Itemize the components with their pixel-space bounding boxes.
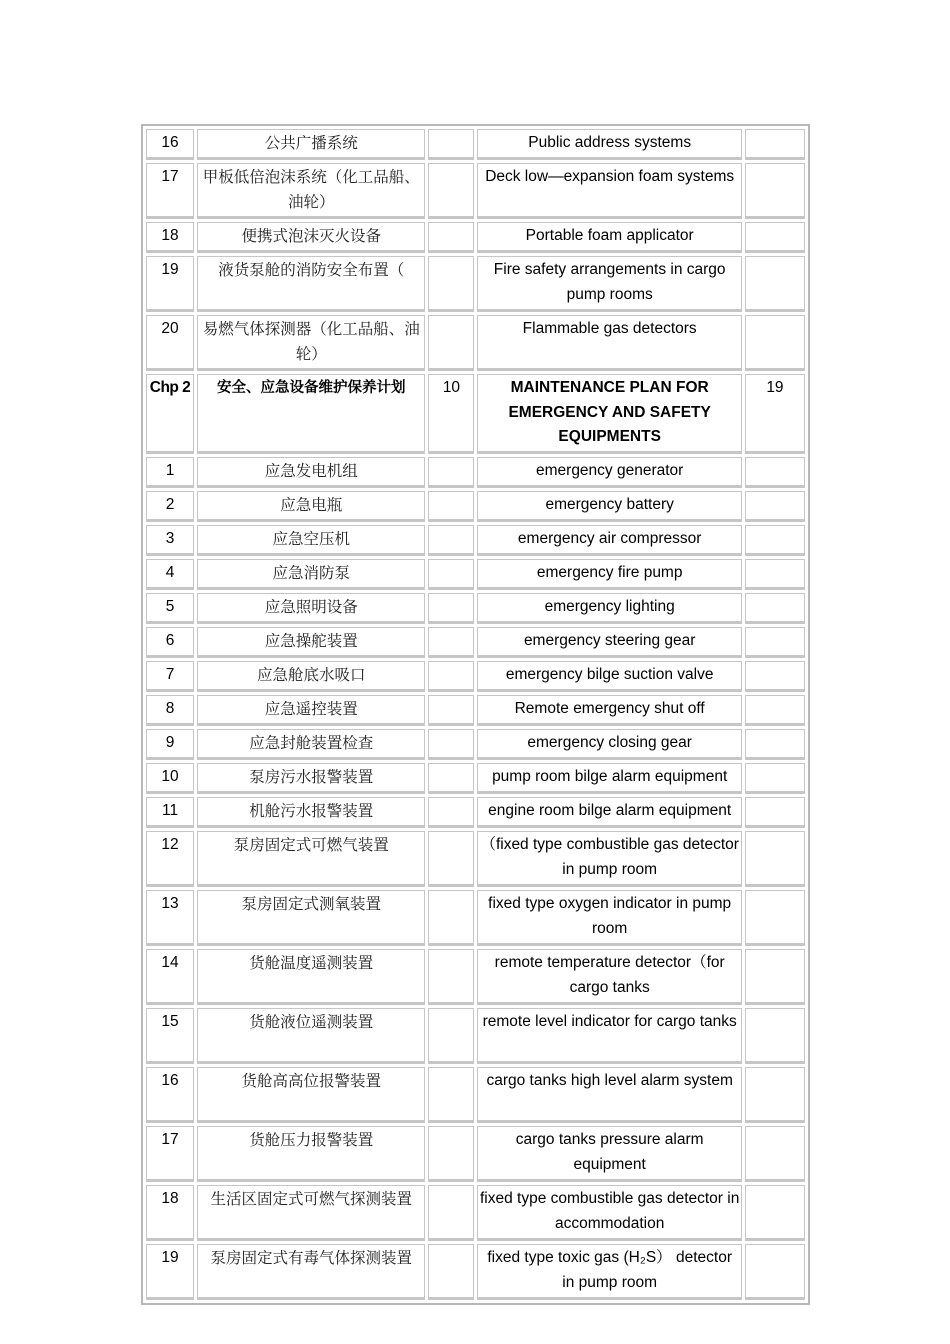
english-title-cell: remote temperature detector（for cargo tanks [477, 949, 741, 1005]
english-title-cell: cargo tanks pressure alarm equipment [477, 1126, 741, 1182]
table-row [146, 559, 805, 590]
chinese-title-cell: 应急发电机组 [197, 457, 425, 488]
english-title-cell: fixed type toxic gas (H₂S） detector in pump room [477, 1244, 741, 1300]
table-row [146, 797, 805, 828]
chinese-page-cell [428, 661, 474, 692]
item-number-cell: 18 [146, 222, 194, 253]
item-number-cell: 10 [146, 763, 194, 794]
chinese-title-cell: 液货泵舱的消防安全布置（ [197, 256, 425, 312]
english-title-cell: remote level indicator for cargo tanks [477, 1008, 741, 1064]
english-title-cell: Public address systems [477, 129, 741, 160]
english-title-cell: emergency steering gear [477, 627, 741, 658]
chinese-title-cell: 应急遥控装置 [197, 695, 425, 726]
english-page-cell [745, 949, 805, 1005]
english-title-cell: emergency closing gear [477, 729, 741, 760]
english-title-cell: emergency generator [477, 457, 741, 488]
chinese-page-cell [428, 315, 474, 371]
table-row [146, 763, 805, 794]
table-row [146, 222, 805, 253]
english-title-cell: fixed type combustible gas detector in accommodation [477, 1185, 741, 1241]
chinese-title-cell: 应急封舱装置检查 [197, 729, 425, 760]
chinese-page-cell [428, 695, 474, 726]
chinese-title-cell: 生活区固定式可燃气探测装置 [197, 1185, 425, 1241]
english-page-cell [745, 1185, 805, 1241]
chinese-title-cell: 货舱液位遥测装置 [197, 1008, 425, 1064]
table-row [146, 525, 805, 556]
item-number-cell: 1 [146, 457, 194, 488]
chapter-row [146, 374, 805, 454]
english-title-cell: （fixed type combustible gas detector in pump room [477, 831, 741, 887]
item-number-cell: 7 [146, 661, 194, 692]
table-row [146, 695, 805, 726]
item-number-cell: 3 [146, 525, 194, 556]
table-row [146, 627, 805, 658]
chinese-title-cell: 货舱温度遥测装置 [197, 949, 425, 1005]
english-page-cell [745, 222, 805, 253]
chinese-page-cell [428, 163, 474, 219]
english-title-cell: fixed type oxygen indicator in pump room [477, 890, 741, 946]
item-number-cell: 13 [146, 890, 194, 946]
english-page-cell [745, 890, 805, 946]
english-title-cell: emergency battery [477, 491, 741, 522]
chinese-page-cell [428, 831, 474, 887]
chinese-title-cell: 易燃气体探测器（化工品船、油轮） [197, 315, 425, 371]
table-row [146, 1185, 805, 1241]
english-title-cell: pump room bilge alarm equipment [477, 763, 741, 794]
item-number-cell: 17 [146, 1126, 194, 1182]
english-title-cell: engine room bilge alarm equipment [477, 797, 741, 828]
table-row [146, 1067, 805, 1123]
chinese-title-cell: 应急空压机 [197, 525, 425, 556]
english-page-cell [745, 627, 805, 658]
english-page-cell [745, 163, 805, 219]
english-page-cell [745, 1008, 805, 1064]
item-number-cell: 18 [146, 1185, 194, 1241]
chinese-page-cell [428, 1126, 474, 1182]
item-number-cell: 8 [146, 695, 194, 726]
item-number-cell: 19 [146, 256, 194, 312]
english-page-cell [745, 457, 805, 488]
chinese-title-cell: 泵房固定式测氧装置 [197, 890, 425, 946]
english-page-cell [745, 315, 805, 371]
chinese-title-cell: 货舱压力报警装置 [197, 1126, 425, 1182]
chinese-title-cell: 机舱污水报警装置 [197, 797, 425, 828]
item-number-cell: 16 [146, 1067, 194, 1123]
item-number-cell: 15 [146, 1008, 194, 1064]
english-page-cell [745, 1067, 805, 1123]
english-page-cell [745, 729, 805, 760]
chinese-page-cell [428, 457, 474, 488]
english-page-cell [745, 763, 805, 794]
equipment-table [141, 124, 810, 1305]
chinese-page-cell [428, 949, 474, 1005]
chinese-title-cell: 应急电瓶 [197, 491, 425, 522]
table-row [146, 661, 805, 692]
english-title-cell: Portable foam applicator [477, 222, 741, 253]
chinese-page-cell [428, 559, 474, 590]
english-title-cell: emergency air compressor [477, 525, 741, 556]
english-title-cell: emergency bilge suction valve [477, 661, 741, 692]
table-row [146, 457, 805, 488]
table-body [146, 129, 805, 1300]
english-title-cell: Flammable gas detectors [477, 315, 741, 371]
table-row [146, 729, 805, 760]
table-row [146, 315, 805, 371]
english-title-cell: emergency fire pump [477, 559, 741, 590]
item-number-cell: 5 [146, 593, 194, 624]
chinese-title-cell: 便携式泡沫灭火设备 [197, 222, 425, 253]
chinese-page-cell [428, 797, 474, 828]
chinese-page-cell [428, 763, 474, 794]
chinese-title-cell: 应急舱底水吸口 [197, 661, 425, 692]
chinese-title-cell: 应急消防泵 [197, 559, 425, 590]
english-page-cell [745, 129, 805, 160]
english-title-cell: Deck low—expansion foam systems [477, 163, 741, 219]
chinese-page-cell: 10 [428, 374, 474, 454]
chinese-page-cell [428, 256, 474, 312]
english-title-cell: Fire safety arrangements in cargo pump rooms [477, 256, 741, 312]
table-row [146, 1008, 805, 1064]
chinese-title-cell: 泵房固定式有毒气体探测装置 [197, 1244, 425, 1300]
item-number-cell: 12 [146, 831, 194, 887]
item-number-cell: 9 [146, 729, 194, 760]
table-row [146, 1244, 805, 1300]
chinese-title-cell: 安全、应急设备维护保养计划 [197, 374, 425, 454]
item-number-cell: 2 [146, 491, 194, 522]
chinese-page-cell [428, 129, 474, 160]
chinese-page-cell [428, 491, 474, 522]
chinese-title-cell: 应急照明设备 [197, 593, 425, 624]
item-number-cell: 19 [146, 1244, 194, 1300]
chinese-page-cell [428, 1185, 474, 1241]
chinese-title-cell: 货舱高高位报警装置 [197, 1067, 425, 1123]
english-title-cell: MAINTENANCE PLAN FOR EMERGENCY AND SAFETY EQUIPMENTS [477, 374, 741, 454]
item-number-cell: 11 [146, 797, 194, 828]
item-number-cell: 14 [146, 949, 194, 1005]
english-page-cell [745, 1244, 805, 1300]
chinese-page-cell [428, 1067, 474, 1123]
table-row [146, 1126, 805, 1182]
item-number-cell: 17 [146, 163, 194, 219]
table-row [146, 163, 805, 219]
english-title-cell: cargo tanks high level alarm system [477, 1067, 741, 1123]
english-page-cell [745, 525, 805, 556]
table-row [146, 831, 805, 887]
chinese-page-cell [428, 627, 474, 658]
table-row [146, 949, 805, 1005]
item-number-cell: Chp 2 [146, 374, 194, 454]
english-title-cell: emergency lighting [477, 593, 741, 624]
chinese-title-cell: 公共广播系统 [197, 129, 425, 160]
english-page-cell: 19 [745, 374, 805, 454]
table-row [146, 491, 805, 522]
chinese-page-cell [428, 1244, 474, 1300]
english-page-cell [745, 1126, 805, 1182]
english-page-cell [745, 491, 805, 522]
chinese-page-cell [428, 222, 474, 253]
item-number-cell: 16 [146, 129, 194, 160]
chinese-page-cell [428, 1008, 474, 1064]
table-row [146, 129, 805, 160]
chinese-title-cell: 泵房污水报警装置 [197, 763, 425, 794]
item-number-cell: 20 [146, 315, 194, 371]
table-row [146, 593, 805, 624]
chinese-page-cell [428, 525, 474, 556]
english-page-cell [745, 593, 805, 624]
english-title-cell: Remote emergency shut off [477, 695, 741, 726]
table-row [146, 890, 805, 946]
chinese-title-cell: 泵房固定式可燃气装置 [197, 831, 425, 887]
item-number-cell: 4 [146, 559, 194, 590]
chinese-title-cell: 应急操舵装置 [197, 627, 425, 658]
chinese-title-cell: 甲板低倍泡沫系统（化工品船、油轮） [197, 163, 425, 219]
english-page-cell [745, 695, 805, 726]
chinese-page-cell [428, 890, 474, 946]
english-page-cell [745, 661, 805, 692]
table-row [146, 256, 805, 312]
english-page-cell [745, 256, 805, 312]
item-number-cell: 6 [146, 627, 194, 658]
english-page-cell [745, 831, 805, 887]
chinese-page-cell [428, 593, 474, 624]
english-page-cell [745, 797, 805, 828]
chinese-page-cell [428, 729, 474, 760]
english-page-cell [745, 559, 805, 590]
